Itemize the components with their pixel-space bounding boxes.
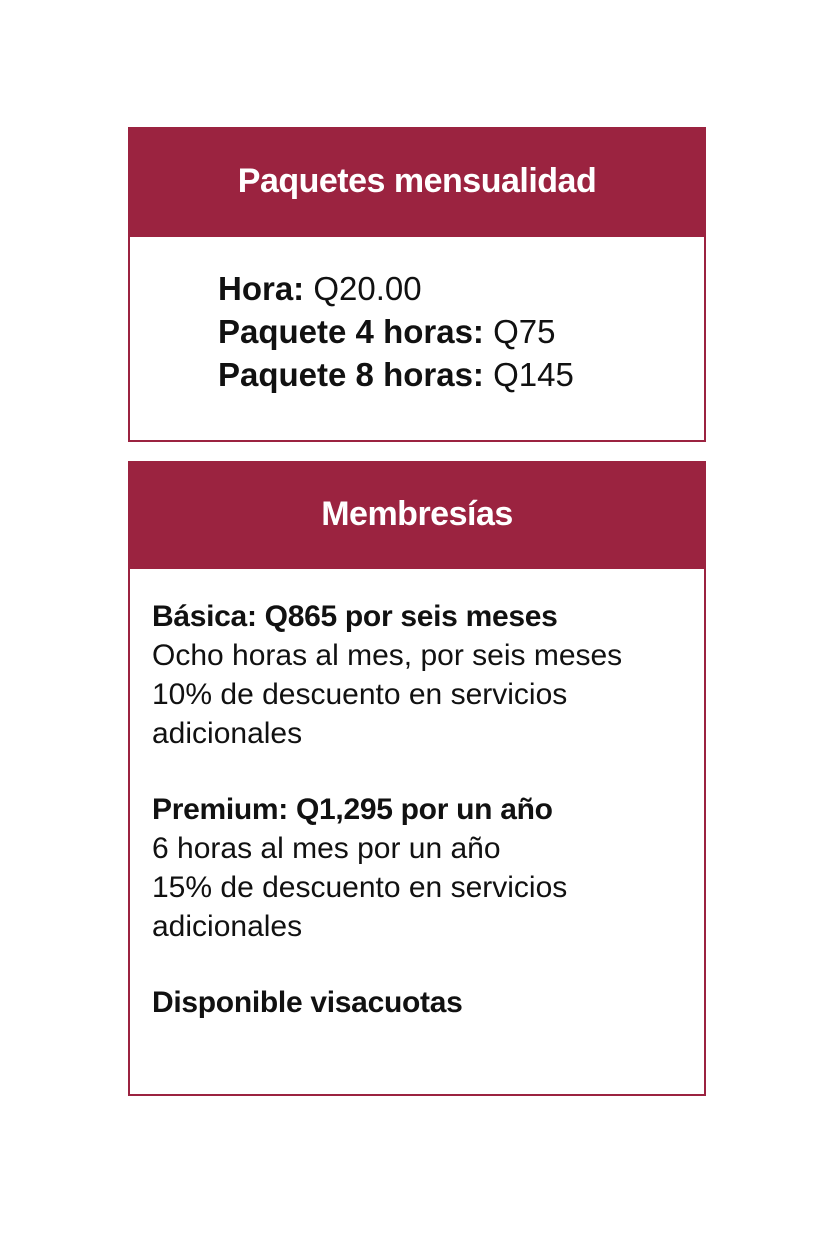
membership-basic	[152, 597, 622, 753]
monthly-packages-list	[218, 267, 574, 396]
membership-basic-line: 10% de descuento en servicios	[152, 678, 568, 711]
membership-premium-title: Premium: Q1,295 por un año	[152, 793, 553, 826]
monthly-packages-card	[128, 127, 706, 442]
membership-basic-line: Ocho horas al mes, por seis meses	[152, 639, 623, 672]
memberships-body	[152, 597, 622, 1022]
package-hour-label: Hora:	[218, 270, 305, 307]
package-hour-price: Q20.00	[313, 270, 422, 307]
package-4-hours-label: Paquete 4 horas:	[218, 313, 484, 350]
memberships-card	[128, 461, 706, 1096]
membership-basic-title: Básica: Q865 por seis meses	[152, 600, 558, 633]
package-8-hours	[218, 353, 574, 396]
membership-basic-line: adicionales	[152, 717, 303, 750]
package-4-hours-price: Q75	[493, 313, 556, 350]
visacuotas-note: Disponible visacuotas	[152, 986, 463, 1019]
package-8-hours-price: Q145	[493, 356, 574, 393]
membership-premium-line: adicionales	[152, 910, 303, 943]
membership-note-block	[152, 983, 622, 1022]
membership-premium-line: 15% de descuento en servicios	[152, 871, 568, 904]
membership-premium	[152, 790, 622, 946]
package-hour	[218, 267, 574, 310]
package-8-hours-label: Paquete 8 horas:	[218, 356, 484, 393]
monthly-packages-title: Paquetes mensualidad	[130, 129, 704, 237]
membership-premium-line: 6 horas al mes por un año	[152, 832, 501, 865]
memberships-title: Membresías	[130, 463, 704, 569]
package-4-hours	[218, 310, 574, 353]
